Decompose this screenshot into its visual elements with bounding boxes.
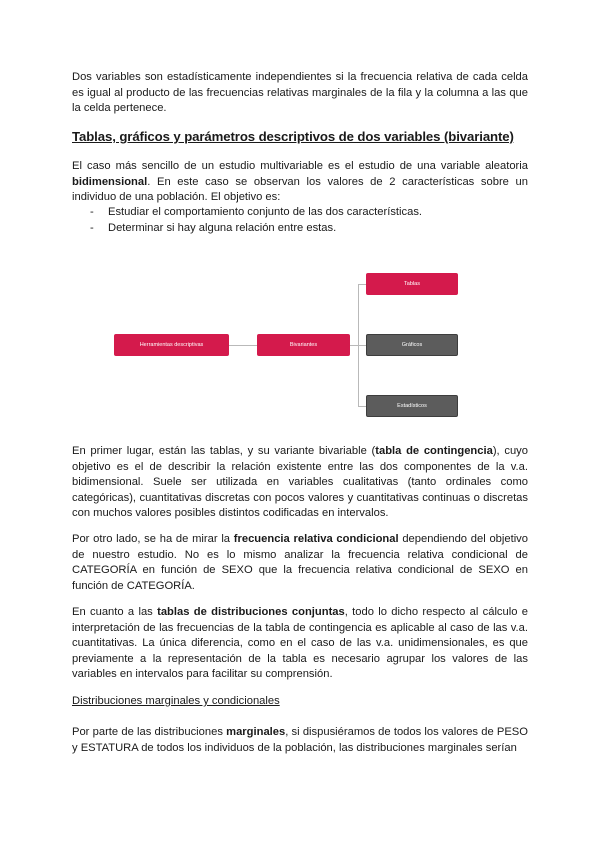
bold-term: frecuencia relativa condicional <box>233 533 399 545</box>
list-item: - Determinar si hay alguna relación entre estas. <box>72 221 528 237</box>
connector-line <box>229 345 257 346</box>
list-item: - Estudiar el comportamiento conjunto de las dos características. <box>72 205 528 221</box>
connector-line <box>358 345 366 346</box>
connector-line <box>358 406 366 407</box>
contingency-paragraph: En primer lugar, están las tablas, y su variante bivariable (tabla de contingencia), cuyo objetivo es el de describir la relación existente entre las dos componentes de la v.a. bidimensional. Suele ser utilizada en variables cualitativas (tanto ordinales como categóricas), cuantitativas discretas con pocos valores y cuantitativas continuas o discretas con muchos valores posibles distintos codificadas en intervalos. <box>72 445 528 520</box>
dash-bullet: - <box>90 221 94 234</box>
joint-distributions-paragraph: En cuanto a las tablas de distribuciones conjuntas, todo lo dicho respecto al cálculo e interpretación de las frecuencias de la tabla de contingencia es aplicable al caso de las v.a. cuantitativas. La única diferencia, como en el caso de las v.a. unidimensionales, es que previamente a la representación de la tabla es necesario agrupar los valores de las variables en intervalos para facilitar su comprensión. <box>72 606 528 681</box>
bold-term: tablas de distribuciones conjuntas <box>157 606 345 618</box>
bidimensional-paragraph: El caso más sencillo de un estudio multivariable es el estudio de una variable aleatoria bidimensional. En este caso se observan los valores de 2 características sobre un individuo de una población. El objetivo es: <box>72 160 528 204</box>
subsection-heading: Distribuciones marginales y condicionales <box>72 695 280 707</box>
connector-line <box>350 345 358 346</box>
bold-term: marginales <box>226 726 286 738</box>
bold-term: tabla de contingencia <box>375 445 493 457</box>
connector-line <box>358 284 366 285</box>
dash-bullet: - <box>90 206 94 218</box>
marginal-paragraph: Por parte de las distribuciones marginales, si dispusiéramos de todos los valores de PESO y ESTATURA de todos los individuos de la población, las distribuciones marginales serían <box>72 726 528 754</box>
objectives-list <box>72 205 528 236</box>
section-heading: Tablas, gráficos y parámetros descriptivos de dos variables (bivariante) <box>72 129 514 144</box>
tools-diagram <box>0 260 600 430</box>
root-node: Herramientas descriptivas <box>114 334 229 356</box>
bold-term: bidimensional <box>72 175 148 188</box>
conditional-paragraph: Por otro lado, se ha de mirar la frecuencia relativa condicional dependiendo del objetivo de nuestro estudio. No es lo mismo analizar la frecuencia relativa condicional de CATEGORÍA en función de SEXO que la frecuencia relativa condicional de SEXO en función de CATEGORÍA. <box>72 533 528 592</box>
independence-paragraph: Dos variables son estadísticamente independientes si la frecuencia relativa de cada celda es igual al producto de las frecuencias relativas marginales de la fila y la columna a las que la celda pertenece. <box>72 71 528 115</box>
charts-node: Gráficos <box>366 334 458 356</box>
bivariate-node: Bivariantes <box>257 334 350 356</box>
statistics-node: Estadísticos <box>366 395 458 417</box>
tables-node: Tablas <box>366 273 458 295</box>
